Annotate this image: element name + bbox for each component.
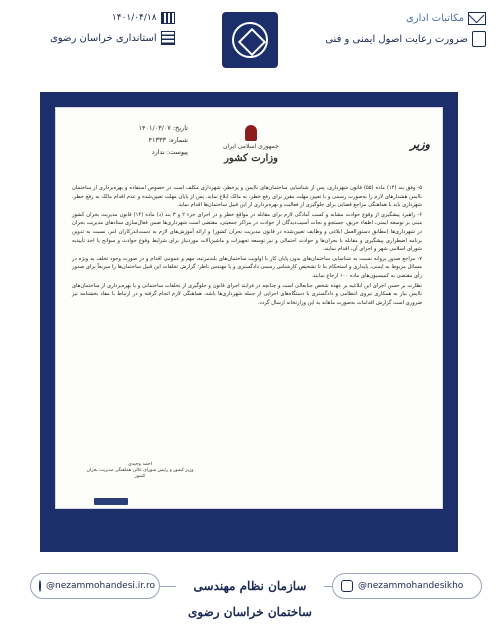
header-subject-block [325,12,486,47]
header-category: مکاتبات اداری [405,13,464,24]
document-icon [472,31,486,47]
instagram-icon [341,580,353,592]
letter-attachment: پیوست: ندارد [151,148,188,156]
page-footer [0,562,500,625]
building-icon [161,31,175,45]
header-date: ۱۴۰۱/۰۴/۱۸ [111,13,157,23]
page-header [0,0,500,86]
mail-icon [468,12,486,25]
signer-title: وزیر کشور و رئیس شورای عالی هماهنگی مدیریت بحران کشور [86,468,194,479]
signer-name: احمد وحیدی [127,462,153,467]
stamp-mark [94,498,128,505]
paragraph: ۵- وفق بند (۱۴) ماده (۵۵) قانون شهرداری، پس از شناسایی ساختمان‌های ناایمن و پرخطر، شهرداری مکلف است در خصوص استفاده و بهره‌برداری از ساختمان ناایمن هشدارهای لازم را به‌صورت رسمی و با تعیین مهلت مقرر برای رفع خطر، به مالک ابلاغ نماید. پس از پایان مهلت تعیین‌شده و عدم اقدام مالک به رفع خطر، شهرداری باید با هماهنگی مراجع قضایی برای جلوگیری از فعالیت و بهره‌برداری از این قبیل ساختمان‌ها اقدام نماید. [72,185,423,209]
social-handle-right[interactable] [332,573,482,599]
logo-emblem-icon [232,22,268,58]
handle-right-text: @nezammohandesikho [358,581,464,591]
organization-name: سازمان نظام مهندسی ساختمان خراسان رضوی [188,579,312,619]
letter-meta [88,124,188,160]
organization-logo [222,12,278,68]
ministry-name: وزارت کشور [224,153,278,164]
social-handle-left[interactable] [30,573,160,599]
paragraph: ۷- مراجع صدور پروانه نسبت به شناسایی ساختمان‌های بدون پایان کار با اولویت ساختمان‌های بلندمرتبه، مهم و عمومی اقدام و در صورت وجود تخلف به ویژه در مسائل مربوط به ایمنی، پایداری و استحکام بنا تا تشخیص کارشناس رسمی دادگستری و یا مهندس ناظر؛ گزارش تخلفات این قبیل ساختمان‌ها را سریعاً برای صدور رأی مقتضی به کمیسیون‌های ماده ۱۰۰ ارجاع نمایند. [72,255,422,279]
calendar-icon [161,12,175,24]
paragraph: نظارت بر حسن اجرای این ابلاغیه بر عهده شخص جنابعالی است و چنانچه در فرایند اجرای قانون و جلوگیری از تخلفات ساختمانی و یا بهره‌برداری از ساختمان‌های ناایمن نیاز به همکاری نیروی انتظامی و دادگستری با دستگاه‌های اجرایی از جمله شهرداری‌ها باشد، هماهنگی لازم انجام گرفته و در ارتباط با مفاد بخشنامه نیز ضروری است گزارش اقدامات به‌صورت ماهانه به این وزارتخانه ارسال گردد. [72,282,422,306]
letter-number: شماره: ۴۱۳۳۳ [148,136,188,144]
iran-emblem-icon [245,125,257,141]
header-date-block [50,12,175,45]
header-subject: ضرورت رعایت اصول ایمنی و فنی [325,33,468,45]
letter-body [72,184,422,308]
handle-left-text: @nezammohandesi.ir.ro [46,581,155,591]
telegram-icon [39,580,41,592]
signature-block [85,462,195,480]
letter-date: تاریخ: ۱۴۰۱/۰۳/۰۷ [138,124,188,132]
header-province: استانداری خراسان رضوی [50,32,157,44]
minister-label: وزیر [410,138,430,151]
paragraph: ۶- راهبرد پیشگیری از وقوع حوادث مشابه و کسب آمادگی لازم برای مقابله در مواقع خطر و در اجرای جزء ۲ و ۳ بند (د) ماده (۱۴) قانون مدیریت بحران کشور مبنی بر توسعه ایمنی، اطفاء حریق، جستجو و نجات آسیب‌دیدگان از حوادث در مراکز جمعیتی، مقتضی است شهرداری‌ها ضمن فعال‌سازی ستادهای مدیریت بحران در شهرداری‌ها (مطابق دستورالعمل ابلاغی و وظایف تعیین‌شده در قانون مدیریت بحران کشور) و ارائه آموزش‌های لازم به دست‌اندرکاران امر، نسبت به تدوین برنامه اضطراری پیشگیری و مقابله با بحران‌ها و حوادث احتمالی و نیز توسعه تجهیزات و ماشین‌آلات موردنیاز برای شرایط وقوع حوادث و سوانح با اخذ تأییدیه شورای اسلامی شهر و اجرای آن، اقدام نمایند. [72,211,422,253]
divider [324,586,332,587]
gov-title: جمهوری اسلامی ایران [223,143,279,150]
divider [160,586,176,587]
